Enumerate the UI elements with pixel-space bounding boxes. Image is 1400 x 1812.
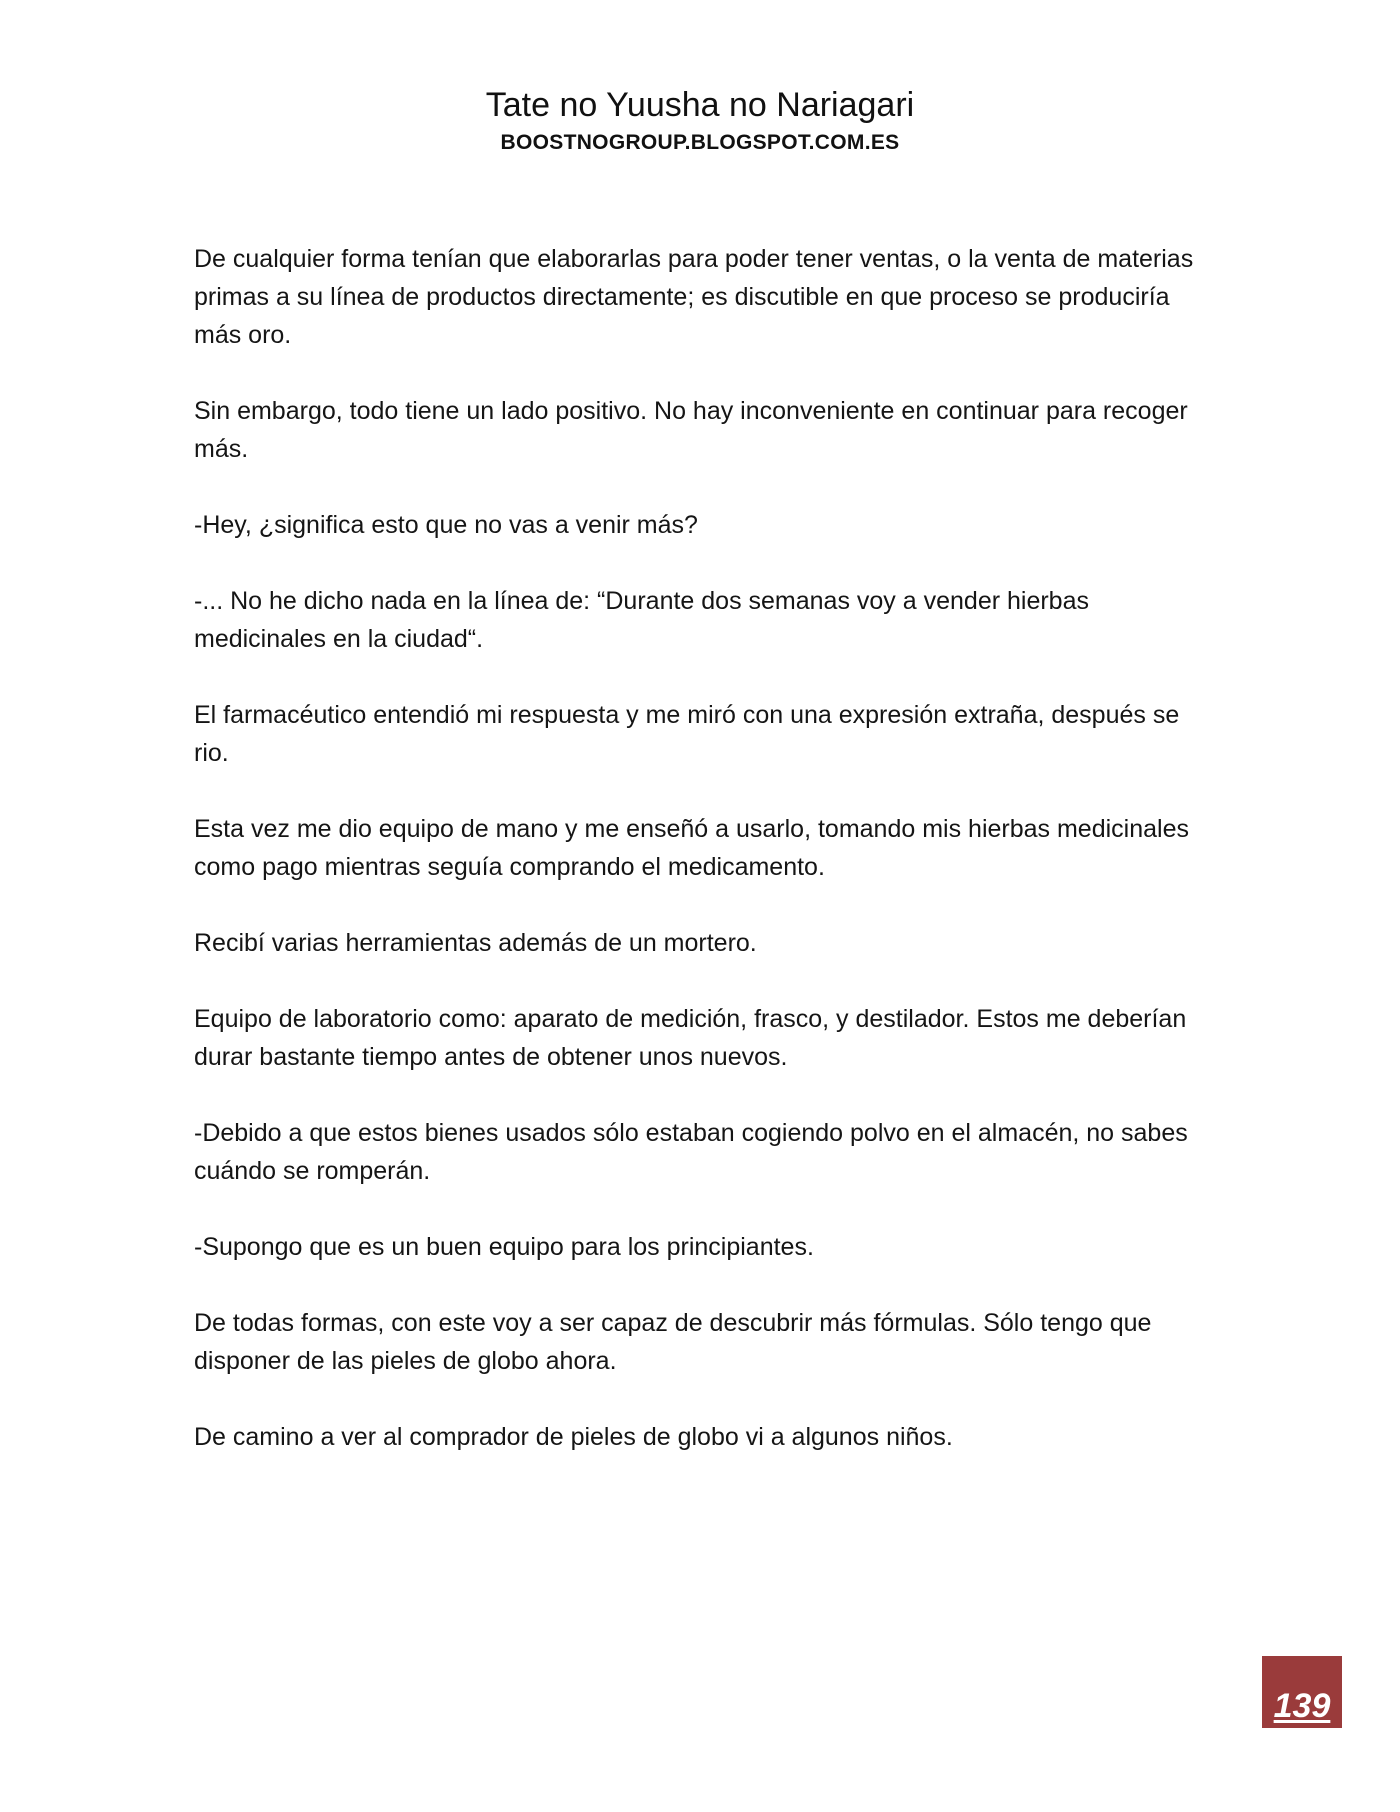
- paragraph: De cualquier forma tenían que elaborarlas para poder tener ventas, o la venta de materias primas a su línea de productos directamente; es discutible en que proceso se produciría más oro.: [194, 245, 1194, 349]
- paragraph: Equipo de laboratorio como: aparato de medición, frasco, y destilador. Estos me deberían durar bastante tiempo antes de obtener unos nuevos.: [194, 1005, 1187, 1071]
- paragraph: Esta vez me dio equipo de mano y me enseñó a usarlo, tomando mis hierbas medicinales como pago mientras seguía comprando el medicamento.: [194, 815, 1189, 881]
- site-url: BOOSTNOGROUP.BLOGSPOT.COM.ES: [500, 131, 900, 154]
- paragraph: -Debido a que estos bienes usados sólo estaban cogiendo polvo en el almacén, no sabes cuándo se romperán.: [194, 1119, 1188, 1185]
- paragraph: -... No he dicho nada en la línea de: “Durante dos semanas voy a vender hierbas medicinales en la ciudad“.: [194, 587, 1089, 653]
- page-header: [0, 84, 1400, 158]
- paragraph: El farmacéutico entendió mi respuesta y me miró con una expresión extraña, después se rio.: [194, 701, 1180, 767]
- page-number: 139: [1273, 1687, 1331, 1725]
- paragraph: Sin embargo, todo tiene un lado positivo. No hay inconveniente en continuar para recoger más.: [194, 397, 1188, 463]
- document-title: Tate no Yuusha no Nariagari: [485, 86, 915, 124]
- paragraph: Recibí varias herramientas además de un mortero.: [194, 929, 757, 957]
- body-text: [194, 240, 1214, 1494]
- paragraph: -Supongo que es un buen equipo para los principiantes.: [194, 1233, 814, 1261]
- paragraph: De camino a ver al comprador de pieles de globo vi a algunos niños.: [194, 1423, 953, 1451]
- page-number-badge: [1262, 1656, 1342, 1728]
- paragraph: De todas formas, con este voy a ser capaz de descubrir más fórmulas. Sólo tengo que disponer de las pieles de globo ahora.: [194, 1309, 1152, 1375]
- paragraph: -Hey, ¿significa esto que no vas a venir más?: [194, 511, 698, 539]
